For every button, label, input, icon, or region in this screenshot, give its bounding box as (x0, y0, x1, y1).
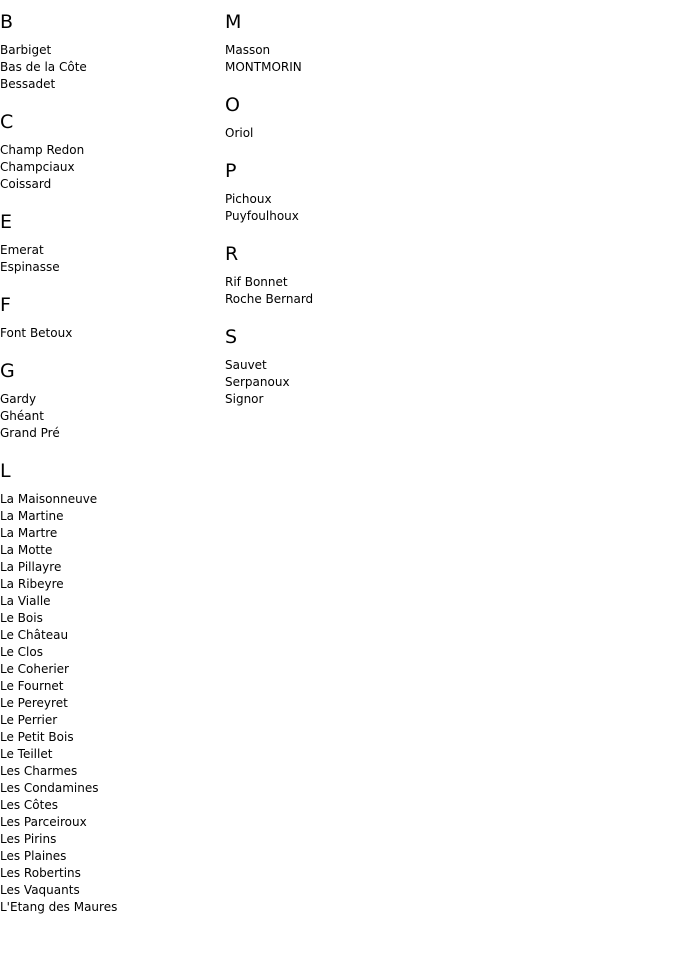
letter-group-g (0, 359, 220, 442)
letter-heading: C (0, 111, 14, 133)
place-link-bessadet[interactable]: Bessadet (0, 77, 56, 91)
place-link-champciaux[interactable]: Champciaux (0, 160, 75, 174)
place-link-les-cotes[interactable]: Les Côtes (0, 798, 58, 812)
place-link-les-parceiroux[interactable]: Les Parceiroux (0, 815, 87, 829)
place-link-la-pillayre[interactable]: La Pillayre (0, 560, 62, 574)
place-list (225, 274, 465, 308)
place-list (225, 125, 465, 142)
letter-heading: M (225, 11, 242, 33)
letter-heading: G (0, 360, 15, 382)
letter-group-l (0, 459, 220, 916)
place-link-le-petit-bois[interactable]: Le Petit Bois (0, 730, 74, 744)
place-link-sauvet[interactable]: Sauvet (225, 358, 267, 372)
letter-heading: S (225, 326, 238, 348)
place-link-la-martre[interactable]: La Martre (0, 526, 58, 540)
place-link-l-etang-des-maures[interactable]: L'Etang des Maures (0, 900, 118, 914)
place-link-pichoux[interactable]: Pichoux (225, 192, 272, 206)
place-list (0, 325, 220, 342)
place-list (0, 142, 220, 193)
letter-group-p (225, 159, 465, 225)
letter-group-m (225, 10, 465, 76)
place-link-oriol[interactable]: Oriol (225, 126, 254, 140)
place-link-champ-redon[interactable]: Champ Redon (0, 143, 85, 157)
place-list (0, 242, 220, 276)
letter-group-r (225, 242, 465, 308)
place-list (0, 391, 220, 442)
letter-group-c (0, 110, 220, 193)
place-link-les-pirins[interactable]: Les Pirins (0, 832, 57, 846)
place-link-espinasse[interactable]: Espinasse (0, 260, 60, 274)
place-link-les-condamines[interactable]: Les Condamines (0, 781, 99, 795)
left-column (0, 10, 220, 916)
right-column (225, 10, 465, 408)
place-link-le-coherier[interactable]: Le Coherier (0, 662, 69, 676)
letter-group-e (0, 210, 220, 276)
place-link-montmorin[interactable]: MONTMORIN (225, 60, 302, 74)
place-link-emerat[interactable]: Emerat (0, 243, 44, 257)
place-link-le-fournet[interactable]: Le Fournet (0, 679, 64, 693)
place-link-gardy[interactable]: Gardy (0, 392, 37, 406)
place-link-les-charmes[interactable]: Les Charmes (0, 764, 78, 778)
place-link-le-teillet[interactable]: Le Teillet (0, 747, 53, 761)
place-link-le-perrier[interactable]: Le Perrier (0, 713, 58, 727)
place-link-les-vaquants[interactable]: Les Vaquants (0, 883, 80, 897)
letter-heading: E (0, 211, 13, 233)
letter-group-f (0, 293, 220, 342)
place-link-le-bois[interactable]: Le Bois (0, 611, 43, 625)
letter-heading: L (0, 460, 11, 482)
place-link-le-clos[interactable]: Le Clos (0, 645, 43, 659)
place-link-serpanoux[interactable]: Serpanoux (225, 375, 290, 389)
place-list (225, 42, 465, 76)
letter-group-o (225, 93, 465, 142)
place-link-la-maisonneuve[interactable]: La Maisonneuve (0, 492, 98, 506)
letter-heading: P (225, 160, 237, 182)
place-link-la-vialle[interactable]: La Vialle (0, 594, 51, 608)
place-link-gheant[interactable]: Ghéant (0, 409, 44, 423)
place-link-grand-pre[interactable]: Grand Pré (0, 426, 60, 440)
place-list (225, 191, 465, 225)
place-link-signor[interactable]: Signor (225, 392, 264, 406)
place-link-masson[interactable]: Masson (225, 43, 271, 57)
letter-group-b (0, 10, 220, 93)
place-link-la-ribeyre[interactable]: La Ribeyre (0, 577, 64, 591)
letter-heading: F (0, 294, 11, 316)
place-link-rif-bonnet[interactable]: Rif Bonnet (225, 275, 288, 289)
place-link-la-martine[interactable]: La Martine (0, 509, 64, 523)
place-link-le-chateau[interactable]: Le Château (0, 628, 69, 642)
letter-heading: O (225, 94, 240, 116)
place-list (0, 42, 220, 93)
place-link-barbiget[interactable]: Barbiget (0, 43, 52, 57)
place-link-les-plaines[interactable]: Les Plaines (0, 849, 67, 863)
letter-heading: B (0, 11, 14, 33)
place-list (0, 491, 220, 916)
letter-group-s (225, 325, 465, 408)
place-list (225, 357, 465, 408)
place-link-la-motte[interactable]: La Motte (0, 543, 53, 557)
letter-heading: R (225, 243, 239, 265)
place-link-coissard[interactable]: Coissard (0, 177, 52, 191)
place-link-puyfoulhoux[interactable]: Puyfoulhoux (225, 209, 299, 223)
place-link-le-pereyret[interactable]: Le Pereyret (0, 696, 68, 710)
place-link-bas-de-la-cote[interactable]: Bas de la Côte (0, 60, 87, 74)
place-link-font-betoux[interactable]: Font Betoux (0, 326, 73, 340)
place-link-roche-bernard[interactable]: Roche Bernard (225, 292, 314, 306)
place-link-les-robertins[interactable]: Les Robertins (0, 866, 81, 880)
